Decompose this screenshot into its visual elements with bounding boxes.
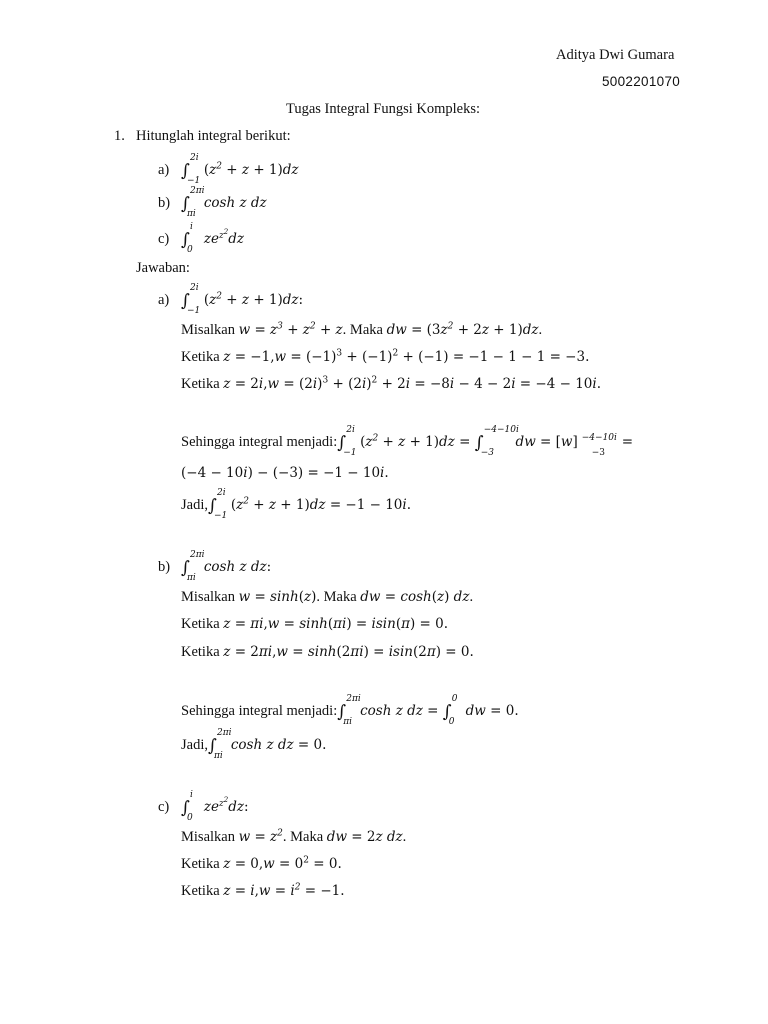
answer-b-bound-upper: Ketika z = 2πi,w = sinh(2πi) = isin(2π) = 0. — [181, 644, 474, 660]
question-item-a-label: a) — [158, 162, 170, 178]
ketika-text: Ketika — [181, 376, 220, 392]
sehingga-text: Sehingga integral menjadi: — [181, 703, 338, 719]
answer-heading: Jawaban: — [136, 260, 190, 276]
question-item-a-formula: ∫ 2i −1 $(z^2 + z + 1)dz$ — [181, 153, 299, 186]
ketika-text: Ketika — [181, 856, 220, 872]
answer-a-integral-result: Sehingga integral menjadi:∫ 2i −1 $(z^2 + z + 1)dz$ = ∫ −4−10i −3 dw = [w] −4−10i −3 = — [181, 425, 634, 458]
answer-a-bound-lower: Ketika $z = -1,w = (-1)^3 + (-1)^2 + (-1) = -1 - 1 - 1 = -3$. — [181, 348, 590, 365]
answer-b-formula: ∫ 2πi πi cosh z dz: — [181, 550, 272, 583]
ketika-text: Ketika — [181, 883, 220, 899]
sehingga-text: Sehingga integral menjadi: — [181, 434, 338, 450]
author-name: Aditya Dwi Gumara — [556, 47, 675, 63]
answer-c-bound-upper: Ketika $z = i,w = i^2 = -1$. — [181, 882, 345, 899]
jadi-text: Jadi, — [181, 497, 208, 513]
answer-a-formula: ∫ 2i −1 $(z^2 + z + 1)dz$: — [181, 283, 304, 316]
ketika-text: Ketika — [181, 644, 220, 660]
answer-c-label: c) — [158, 799, 170, 815]
answer-b-bound-lower: Ketika z = πi,w = sinh(πi) = isin(π) = 0. — [181, 616, 449, 632]
answer-a-label: a) — [158, 292, 170, 308]
maka-text: . Maka — [282, 829, 324, 845]
ketika-text: Ketika — [181, 349, 220, 365]
student-id: 5002201070 — [602, 74, 681, 89]
question-number: 1. — [114, 128, 125, 144]
assignment-title: Tugas Integral Fungsi Kompleks: — [286, 101, 481, 117]
answer-a-substitution: Misalkan $w = z^3 + z^2 + z$. Maka dw = $(3z^2 + 2z + 1)dz$. — [181, 321, 543, 338]
maka-text: . Maka — [316, 589, 357, 605]
question-item-c-label: c) — [158, 231, 170, 247]
answer-c-substitution: Misalkan $w = z^2$. Maka dw = 2z dz. — [181, 828, 407, 845]
answer-b-substitution: Misalkan w = sinh(z). Maka dw = cosh(z) dz. — [181, 589, 474, 605]
answer-b-integral-result: Sehingga integral menjadi:∫ 2πi πi cosh z dz = ∫ 0 0 dw = 0. — [181, 694, 519, 727]
answer-a-bound-upper: Ketika $z = 2i,w = (2i)^3 + (2i)^2 + 2i = -8i - 4 - 2i = -4 - 10i$. — [181, 375, 601, 392]
question-text: Hitunglah integral berikut: — [136, 128, 291, 144]
answer-b-label: b) — [158, 559, 171, 575]
subst-prefix: Misalkan — [181, 829, 235, 845]
answer-a-conclusion: Jadi,∫ 2i −1 $(z^2 + z + 1)dz = -1 - 10i$. — [181, 488, 412, 521]
jadi-text: Jadi, — [181, 737, 208, 753]
subst-prefix: Misalkan — [181, 589, 235, 605]
answer-c-bound-lower: Ketika $z = 0,w = 0^2 = 0$. — [181, 855, 342, 872]
question-item-b-formula: ∫ 2πi πi cosh z dz — [181, 186, 267, 219]
ketika-text: Ketika — [181, 616, 220, 632]
question-item-c-formula: ∫ i 0 $ze^{z^2}dz$ — [181, 222, 244, 255]
maka-text: . Maka — [342, 322, 383, 338]
subst-prefix: Misalkan — [181, 322, 235, 338]
answer-b-conclusion: Jadi,∫ 2πi πi cosh z dz = 0. — [181, 728, 327, 761]
answer-c-formula: ∫ i 0 $ze^{z^2}dz$: — [181, 790, 249, 823]
answer-a-result-continued: (−4 − 10i) − (−3) = −1 − 10i. — [181, 465, 389, 481]
question-item-b-label: b) — [158, 195, 171, 211]
